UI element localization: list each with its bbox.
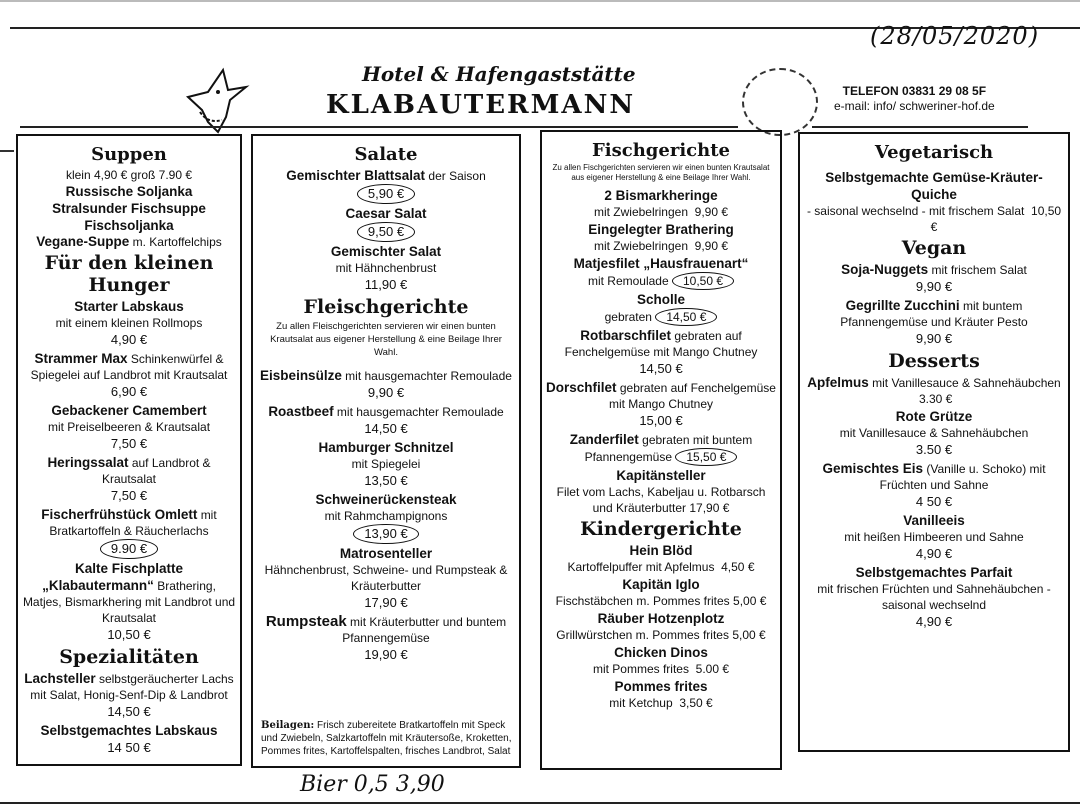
contact-block bbox=[834, 84, 995, 114]
section-title-fischgerichte: Fischgerichte bbox=[592, 140, 730, 161]
menu-item bbox=[546, 255, 776, 290]
scan-edge-left bbox=[0, 150, 14, 152]
menu-item-name: Rote Grütze bbox=[895, 409, 973, 424]
menu-item-price: 4,90 € bbox=[915, 546, 953, 561]
menu-item-price: 9,90 € bbox=[694, 205, 729, 219]
menu-item-price: 9,90 € bbox=[367, 385, 405, 400]
menu-item bbox=[257, 243, 515, 294]
menu-item-price: 19,90 € bbox=[364, 647, 408, 662]
menu-item bbox=[22, 670, 236, 721]
menu-item bbox=[546, 610, 776, 643]
menu-item-desc: mit Kräuterbutter und buntem Pfannengemüse bbox=[342, 615, 507, 645]
menu-item-desc: Grillwürstchen m. Pommes frites bbox=[556, 628, 729, 642]
menu-item bbox=[546, 291, 776, 326]
menu-item-name: Gebackener Camembert bbox=[51, 403, 207, 418]
menu-item-price: 6,90 € bbox=[110, 384, 148, 399]
menu-item-price: 10,50 € bbox=[107, 627, 151, 642]
menu-item-name: Stralsunder Fischsuppe bbox=[52, 201, 206, 216]
section-title-fleischgerichte: Fleischgerichte bbox=[303, 296, 469, 318]
menu-item-price: 4,90 € bbox=[110, 332, 148, 347]
menu-item-name: Räuber Hotzenplotz bbox=[597, 611, 725, 626]
menu-item-price-circled: 5,90 € bbox=[357, 184, 415, 204]
menu-item-desc: mit Zwiebelringen bbox=[593, 205, 688, 219]
menu-item-name: Fischsoljanka bbox=[84, 218, 174, 233]
menu-item-price: 5.00 € bbox=[695, 662, 730, 676]
menu-item bbox=[546, 327, 776, 378]
menu-item-price: 17,90 € bbox=[689, 501, 730, 515]
menu-item bbox=[257, 167, 515, 204]
menu-item bbox=[22, 402, 236, 453]
menu-item-name: Scholle bbox=[636, 292, 685, 307]
menu-item-price: 14,50 € bbox=[364, 421, 408, 436]
menu-column-4 bbox=[798, 132, 1070, 752]
menu-item-desc: mit buntem Pfannengemüse und Kräuter Pesto bbox=[840, 299, 1028, 329]
menu-item-name: Matjesfilet „Hausfrauenart“ bbox=[573, 256, 749, 271]
menu-item-name: Heringssalat bbox=[47, 455, 129, 470]
menu-item bbox=[257, 439, 515, 490]
menu-item-price: 3.30 € bbox=[918, 392, 953, 406]
menu-item-desc: mit einem kleinen Rollmops bbox=[55, 316, 203, 330]
menu-item bbox=[546, 467, 776, 516]
menu-item bbox=[804, 512, 1064, 563]
menu-item bbox=[22, 350, 236, 401]
menu-item-name: Gegrillte Zucchini bbox=[845, 298, 960, 313]
menu-item-price: 14,50 € bbox=[107, 704, 151, 719]
menu-item-desc: mit frischem Salat bbox=[931, 263, 1027, 277]
menu-item bbox=[22, 560, 236, 644]
menu-item-desc: gebraten auf Fenchelgemüse mit Mango Chutney bbox=[564, 329, 758, 359]
menu-item-price: 9,90 € bbox=[915, 331, 953, 346]
menu-item bbox=[22, 298, 236, 349]
menu-item-name: Roastbeef bbox=[268, 404, 334, 419]
menu-item bbox=[22, 454, 236, 505]
menu-item-name: Caesar Salat bbox=[345, 206, 427, 221]
soup-prices: klein 4,90 € groß 7.90 € bbox=[65, 168, 193, 182]
section-note: Zu allen Fischgerichten servieren wir einen bunten Krautsalat aus eigener Herstellung & eine Beilage Ihrer Wahl. bbox=[552, 163, 770, 182]
menu-item bbox=[22, 234, 236, 250]
menu-item bbox=[546, 644, 776, 677]
side-dishes-label: Beilagen: bbox=[261, 720, 315, 731]
menu-item-price: 4,90 € bbox=[915, 614, 953, 629]
menu-item bbox=[22, 722, 236, 757]
menu-item-name: Matrosenteller bbox=[339, 546, 433, 561]
header-rule bbox=[290, 126, 738, 128]
menu-item bbox=[804, 297, 1064, 348]
menu-item-desc: - saisonal wechselnd - mit frischem Salat bbox=[806, 204, 1025, 218]
menu-item-desc: mit Preiselbeeren & Krautsalat bbox=[47, 420, 211, 434]
menu-item-price: 9,90 € bbox=[694, 239, 729, 253]
venue-name: KLABAUTERMANN bbox=[326, 90, 636, 120]
menu-item-name: Dorschfilet bbox=[546, 380, 617, 395]
menu-item-desc: gebraten auf Fenchelgemüse mit Mango Chutney bbox=[608, 381, 776, 411]
venue-subtitle: Hotel & Hafengaststätte bbox=[362, 62, 636, 86]
section-title-desserts: Desserts bbox=[888, 350, 980, 372]
menu-item-price: 15,00 € bbox=[639, 413, 683, 428]
section-title-vegetarisch: Vegetarisch bbox=[874, 142, 994, 163]
menu-item-desc: Kartoffelpuffer mit Apfelmus bbox=[567, 560, 715, 574]
klabautermann-mascot-icon bbox=[178, 62, 258, 142]
menu-item-desc: mit Vanillesauce & Sahnehäubchen bbox=[872, 376, 1061, 390]
section-title-suppen: Suppen bbox=[91, 144, 167, 165]
menu-item-name: Rumpsteak bbox=[265, 613, 347, 630]
menu-item-name: Soja-Nuggets bbox=[841, 262, 929, 277]
menu-item-price-circled: 10,50 € bbox=[672, 272, 734, 290]
menu-item-name: Lachsteller bbox=[24, 671, 96, 686]
menu-item-desc: mit Bratkartoffeln & Räucherlachs bbox=[49, 508, 217, 538]
phone-number: TELEFON 03831 29 08 5F bbox=[842, 84, 987, 98]
menu-item-price: 3,50 € bbox=[679, 696, 713, 710]
menu-column-3 bbox=[540, 130, 782, 770]
menu-item bbox=[546, 542, 776, 575]
header-rule bbox=[20, 126, 290, 128]
menu-item bbox=[546, 187, 776, 220]
menu-item bbox=[546, 431, 776, 466]
menu-item-desc: auf Landbrot & Krautsalat bbox=[101, 456, 211, 486]
menu-item-desc: mit Spiegelei bbox=[351, 457, 421, 471]
menu-item-name: Russische Soljanka bbox=[65, 184, 193, 199]
menu-item-price: 17,90 € bbox=[364, 595, 408, 610]
menu-item-name: 2 Bismarkheringe bbox=[604, 188, 718, 203]
menu-item-name: Selbstgemachtes Parfait bbox=[855, 565, 1013, 580]
menu-item-name: Hamburger Schnitzel bbox=[318, 440, 454, 455]
section-title-kindergerichte: Kindergerichte bbox=[580, 518, 742, 540]
menu-item-name: Kalte Fischplatte „Klabautermann“ bbox=[42, 561, 184, 593]
menu-item-desc: Brathering, Matjes, Bismarkhering mit Landbrot und Krautsalat bbox=[22, 579, 236, 625]
section-title-vegan: Vegan bbox=[901, 237, 967, 259]
menu-item-name: Rotbarschfilet bbox=[580, 328, 672, 343]
menu-item-name: Selbstgemachtes Labskaus bbox=[40, 723, 218, 738]
handwritten-date: (28/05/2020) bbox=[870, 22, 1040, 50]
menu-column-1 bbox=[16, 134, 242, 766]
menu-item-name: Starter Labskaus bbox=[74, 299, 184, 314]
menu-item-desc: mit Ketchup bbox=[609, 696, 673, 710]
menu-item-name: Kapitänsteller bbox=[616, 468, 706, 483]
menu-item bbox=[804, 564, 1064, 631]
menu-item bbox=[546, 576, 776, 609]
menu-item-price: 5,00 € bbox=[732, 628, 766, 642]
menu-item-desc: m. Kartoffelchips bbox=[132, 235, 222, 249]
menu-item-price-circled: 13,90 € bbox=[353, 524, 418, 544]
menu-item-name: Gemischter Blattsalat bbox=[286, 168, 426, 183]
menu-item bbox=[546, 678, 776, 711]
menu-item bbox=[257, 367, 515, 402]
menu-item-price: 7,50 € bbox=[110, 436, 148, 451]
menu-item bbox=[257, 205, 515, 242]
menu-item-name: Zanderfilet bbox=[569, 432, 639, 447]
scan-edge-top bbox=[0, 0, 1080, 2]
menu-column-2 bbox=[251, 134, 521, 768]
menu-item-price: 10,50 € bbox=[930, 204, 1062, 234]
menu-item-name: Fischerfrühstück Omlett bbox=[41, 507, 198, 522]
side-dishes-note bbox=[261, 719, 513, 758]
menu-item-price-circled: 9.90 € bbox=[100, 539, 158, 559]
menu-item bbox=[804, 261, 1064, 296]
menu-item-desc: mit Pommes frites bbox=[592, 662, 689, 676]
menu-item bbox=[257, 545, 515, 612]
email-address: e-mail: info/ schweriner-hof.de bbox=[834, 99, 995, 113]
handwritten-beer-price: Bier 0,5 3,90 bbox=[300, 772, 445, 797]
menu-item-name: Strammer Max bbox=[34, 351, 128, 366]
section-title-spezialitaeten: Spezialitäten bbox=[59, 646, 199, 668]
menu-item-name: Pommes frites bbox=[614, 679, 708, 694]
section-title-salate: Salate bbox=[354, 144, 418, 165]
menu-item-desc: gebraten bbox=[604, 310, 652, 324]
menu-item bbox=[804, 408, 1064, 459]
menu-item bbox=[804, 169, 1064, 235]
menu-item-price: 14 50 € bbox=[107, 740, 151, 755]
scan-edge-bottom bbox=[0, 802, 1080, 804]
menu-item bbox=[257, 403, 515, 438]
menu-item-name: Vanilleeis bbox=[903, 513, 965, 528]
menu-item-name: Chicken Dinos bbox=[614, 645, 708, 660]
menu-item-desc: mit heißen Himbeeren und Sahne bbox=[844, 530, 1024, 544]
side-dishes-text: Frisch zubereitete Bratkartoffeln mit Speck und Zwiebeln, Salzkartoffeln mit Kräutersoße, Kroketten, Pommes frites, Kartoffelspalten, frisches Landbrot, Salat bbox=[261, 720, 512, 757]
menu-item-name: Schweinerückensteak bbox=[315, 492, 457, 507]
menu-item-desc: mit Zwiebelringen bbox=[593, 239, 688, 253]
menu-item bbox=[22, 506, 236, 559]
menu-item bbox=[257, 491, 515, 544]
menu-item-desc: mit hausgemachter Remoulade bbox=[345, 369, 512, 383]
menu-item bbox=[546, 221, 776, 254]
menu-item-price-circled: 15,50 € bbox=[675, 448, 737, 466]
menu-item-desc: gebraten mit buntem Pfannengemüse bbox=[584, 433, 753, 464]
menu-item-name: Kapitän Iglo bbox=[622, 577, 700, 592]
menu-item-price: 4 50 € bbox=[915, 494, 953, 509]
menu-item-name: Apfelmus bbox=[807, 375, 869, 390]
menu-item bbox=[804, 374, 1064, 407]
header-rule bbox=[812, 126, 1028, 128]
menu-item-desc: Filet vom Lachs, Kabeljau u. Rotbarsch und Kräuterbutter bbox=[556, 485, 766, 515]
menu-item-price: 11,90 € bbox=[364, 277, 408, 292]
menu-item-price: 5,00 € bbox=[733, 594, 767, 608]
menu-item-name: Eisbeinsülze bbox=[260, 368, 342, 383]
menu-item-price: 14,50 € bbox=[639, 361, 683, 376]
seal-icon bbox=[742, 68, 818, 136]
menu-item bbox=[257, 613, 515, 664]
menu-item-desc: mit frischen Früchten und Sahnehäubchen - saisonal wechselnd bbox=[817, 582, 1051, 612]
menu-item-desc: mit Rahmchampignons bbox=[324, 509, 448, 523]
menu-item-desc: Schinkenwürfel & Spiegelei auf Landbrot mit Krautsalat bbox=[30, 352, 228, 382]
menu-item-desc: mit hausgemachter Remoulade bbox=[336, 405, 504, 419]
menu-item-name: Eingelegter Brathering bbox=[588, 222, 734, 237]
menu-item-price: 3.50 € bbox=[915, 442, 953, 457]
menu-item-name: Hein Blöd bbox=[629, 543, 693, 558]
menu-item bbox=[804, 460, 1064, 511]
menu-item-desc: Fischstäbchen m. Pommes frites bbox=[555, 594, 730, 608]
menu-item-desc: selbstgeräucherter Lachs mit Salat, Honig-Senf-Dip & Landbrot bbox=[30, 672, 234, 702]
menu-item-name: Gemischter Salat bbox=[330, 244, 442, 259]
section-note: Zu allen Fleischgerichten servieren wir einen bunten Krautsalat aus eigener Herstellung & eine Beilage Ihrer Wahl. bbox=[270, 321, 502, 358]
menu-item-desc: mit Hähnchenbrust bbox=[335, 261, 437, 275]
menu-item bbox=[546, 379, 776, 430]
menu-item-desc: Hähnchenbrust, Schweine- und Rumpsteak & Kräuterbutter bbox=[264, 563, 508, 593]
menu-item-name: Selbstgemachte Gemüse-Kräuter-Quiche bbox=[825, 170, 1043, 202]
menu-item-price-circled: 9,50 € bbox=[357, 222, 415, 242]
menu-item-price: 4,50 € bbox=[721, 560, 755, 574]
menu-item-desc: mit Vanillesauce & Sahnehäubchen bbox=[839, 426, 1029, 440]
menu-item-price-circled: 14,50 € bbox=[655, 308, 717, 326]
menu-item-price: 9,90 € bbox=[915, 279, 953, 294]
menu-item-price: 13,50 € bbox=[364, 473, 408, 488]
menu-item-desc: (Vanille u. Schoko) mit Früchten und Sahne bbox=[879, 462, 1046, 492]
menu-item-name: Gemischtes Eis bbox=[822, 461, 924, 476]
menu-item-desc: der Saison bbox=[428, 169, 486, 183]
menu-item-price: 7,50 € bbox=[110, 488, 148, 503]
menu-item-desc: mit Remoulade bbox=[587, 274, 669, 288]
section-title-kleiner-hunger: Für den kleinen Hunger bbox=[44, 252, 214, 296]
menu-item-name: Vegane-Suppe bbox=[36, 234, 130, 249]
